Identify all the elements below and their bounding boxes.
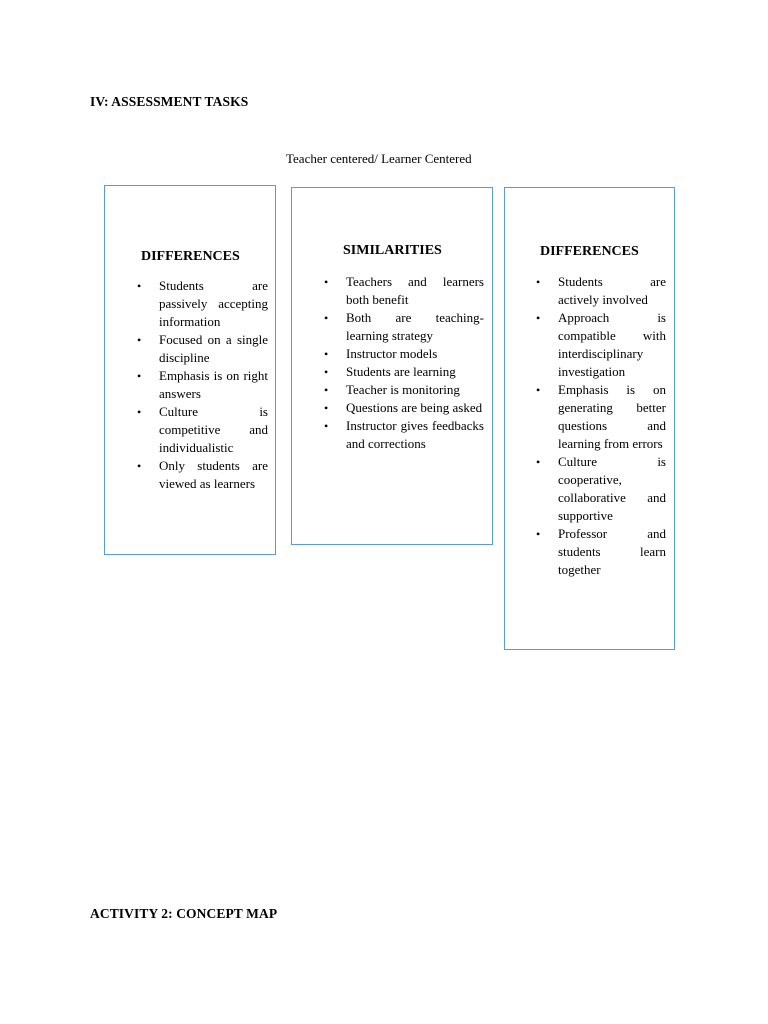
similarities-box xyxy=(291,187,493,545)
differences-list xyxy=(534,273,666,579)
list-item: • Emphasis is on generating better questions and learning from errors xyxy=(534,381,666,453)
list-item: • Students are learning xyxy=(322,363,484,381)
list-item: • Both are teaching-learning strategy xyxy=(322,309,484,345)
assessment-tasks-heading: IV: ASSESSMENT TASKS xyxy=(90,94,249,109)
list-item: • Only students are viewed as learners xyxy=(135,457,268,493)
activity-concept-map-heading: ACTIVITY 2: CONCEPT MAP xyxy=(90,906,278,921)
differences-list xyxy=(135,277,268,493)
differences-box-learner-centered xyxy=(504,187,675,650)
list-item: • Approach is compatible with interdisciplinary investigation xyxy=(534,309,666,381)
list-item: • Instructor models xyxy=(322,345,484,363)
diagram-title: Teacher centered/ Learner Centered xyxy=(286,151,472,166)
list-item: • Emphasis is on right answers xyxy=(135,367,268,403)
list-item: • Professor and students learn together xyxy=(534,525,666,579)
list-item: • Culture is competitive and individualistic xyxy=(135,403,268,457)
list-item: • Focused on a single discipline xyxy=(135,331,268,367)
differences-box-teacher-centered xyxy=(104,185,276,555)
list-item: • Instructor gives feedbacks and corrections xyxy=(322,417,484,453)
list-item: • Students are passively accepting information xyxy=(135,277,268,331)
list-item: • Teacher is monitoring xyxy=(322,381,484,399)
box-title: DIFFERENCES xyxy=(141,249,240,264)
box-title: DIFFERENCES xyxy=(540,244,639,259)
list-item: • Culture is cooperative, collaborative and supportive xyxy=(534,453,666,525)
box-title: SIMILARITIES xyxy=(343,243,442,258)
list-item: • Questions are being asked xyxy=(322,399,484,417)
similarities-list xyxy=(322,273,484,453)
list-item: • Students are actively involved xyxy=(534,273,666,309)
list-item: • Teachers and learners both benefit xyxy=(322,273,484,309)
